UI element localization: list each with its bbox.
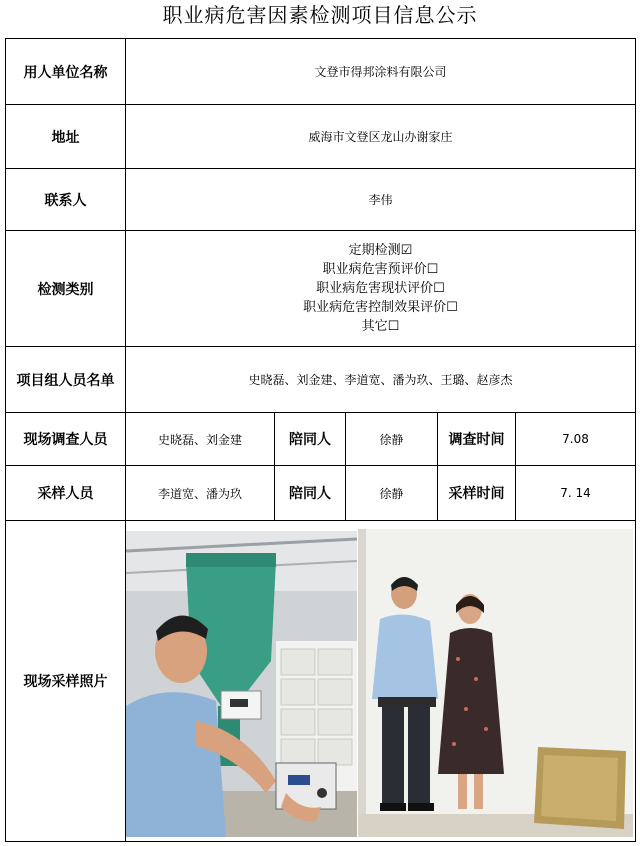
address-label: 地址 xyxy=(51,129,80,146)
team-value: 史晓磊、刘金建、李道宽、潘为玖、王璐、赵彦杰 xyxy=(248,373,513,387)
detection-type-label: 检测类别 xyxy=(37,281,94,298)
option-periodic: 定期检测☑ xyxy=(348,243,413,258)
survey-time-label: 调查时间 xyxy=(448,432,505,448)
survey-companion: 徐静 xyxy=(379,432,404,447)
sampling-staff: 李道宽、潘为玖 xyxy=(157,486,242,501)
address-value: 威海市文登区龙山办谢家庄 xyxy=(308,130,453,144)
survey-companion-label: 陪同人 xyxy=(289,432,331,448)
option-pre-evaluation: 职业病危害预评价☐ xyxy=(322,262,439,277)
option-control-evaluation: 职业病危害控制效果评价☐ xyxy=(303,300,458,315)
contact-label: 联系人 xyxy=(44,192,87,209)
employer-value: 文登市得邦涂料有限公司 xyxy=(314,65,447,79)
page-title: 职业病危害因素检测项目信息公示 xyxy=(162,3,478,27)
survey-staff: 史晓磊、刘金建 xyxy=(157,432,242,447)
option-status-evaluation: 职业病危害现状评价☐ xyxy=(316,281,445,296)
contact-value: 李伟 xyxy=(368,193,393,207)
photos-label: 现场采样照片 xyxy=(23,674,108,690)
site-photo-sampling xyxy=(126,531,357,837)
sampling-companion-label: 陪同人 xyxy=(289,486,331,502)
sampling-companion: 徐静 xyxy=(379,486,404,501)
sampling-time-label: 采样时间 xyxy=(448,486,505,502)
detection-type-options xyxy=(126,231,635,346)
site-photo-companions xyxy=(358,529,633,837)
team-label: 项目组人员名单 xyxy=(16,372,115,389)
survey-label: 现场调查人员 xyxy=(23,432,108,448)
sampling-time: 7. 14 xyxy=(560,486,591,500)
sampling-label: 采样人员 xyxy=(37,486,94,502)
survey-time: 7.08 xyxy=(562,432,589,446)
option-other: 其它☐ xyxy=(361,319,400,334)
employer-label: 用人单位名称 xyxy=(23,64,108,81)
